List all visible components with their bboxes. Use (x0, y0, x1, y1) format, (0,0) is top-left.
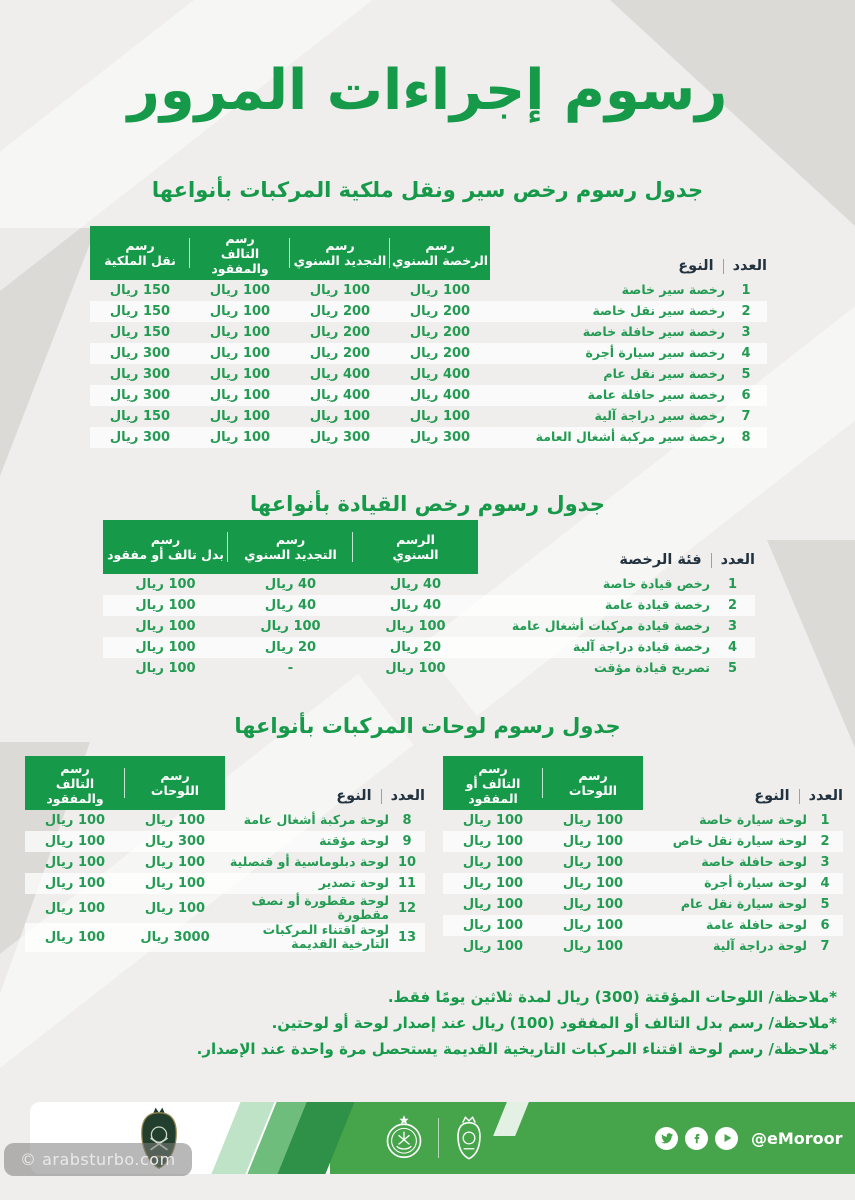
note-line: *ملاحظة/ اللوحات المؤقتة (300) ريال لمدة ثلاثين يومًا فقط. (387, 988, 837, 1006)
notes-block (18, 984, 837, 1062)
row-type: لوحة مؤقتة (319, 833, 389, 849)
row-fee: 300 ريال (109, 388, 171, 403)
table-row (103, 595, 755, 616)
row-fee: 100 ريال (209, 346, 271, 361)
row-fee: 100 ريال (385, 661, 446, 676)
row-fee: 100 ريال (209, 304, 271, 319)
fee-column-header (543, 756, 643, 810)
row-fee: 300 ريال (109, 346, 171, 361)
type-header-label: فئة الرخصة (619, 552, 702, 568)
row-fee: 100 ريال (44, 834, 106, 849)
row-number: 2 (820, 834, 830, 849)
row-type: لوحة مقطورة أو نصف مقطورة (251, 893, 389, 923)
row-fee: 150 ريال (109, 304, 171, 319)
row-fee: 300 ريال (109, 430, 171, 445)
fee-header-line2: التجديد السنوي (293, 253, 387, 268)
table-row (443, 894, 843, 915)
row-number: 11 (397, 876, 417, 891)
watermark: © arabsturbo.com (4, 1143, 192, 1176)
table-row (25, 852, 425, 873)
row-fee: 100 ريال (409, 409, 471, 424)
row-number: 4 (727, 640, 738, 655)
fee-header-line1: رسم (150, 532, 181, 547)
row-fee: 100 ريال (462, 855, 524, 870)
row-number: 13 (397, 929, 417, 945)
row-fee: 100 ريال (309, 409, 371, 424)
row-fee: 100 ريال (144, 855, 206, 870)
vehicle-table-heading: جدول رسوم رخص سير ونقل ملكية المركبات بأنواعها (151, 178, 704, 202)
row-fee: 100 ريال (260, 619, 321, 634)
table-row (90, 322, 767, 343)
table-row (103, 658, 755, 679)
row-fee: 100 ريال (44, 876, 106, 891)
fee-header-line1: رسم (60, 760, 90, 776)
row-fee: 400 ريال (409, 388, 471, 403)
table-row (103, 574, 755, 595)
row-fee: 100 ريال (44, 855, 106, 870)
note-line: *ملاحظة/ رسم بدل التالف أو المفقود (100) ريال عند إصدار لوحة أو لوحتين. (271, 1014, 837, 1032)
num-type-header (754, 788, 843, 804)
row-fee: 100 ريال (562, 813, 624, 828)
fee-header-line1: رسم (125, 238, 155, 253)
row-number: 7 (820, 939, 830, 954)
fee-header-line2: التجديد السنوي (244, 547, 337, 562)
row-fee: 200 ريال (409, 304, 471, 319)
table-row (90, 301, 767, 322)
row-type: رخصة قيادة عامة (604, 597, 710, 613)
row-fee: 100 ريال (562, 897, 624, 912)
row-fee: 200 ريال (409, 325, 471, 340)
row-fee: 100 ريال (135, 619, 196, 634)
row-fee: 100 ريال (209, 409, 271, 424)
table-row (443, 936, 843, 957)
row-fee: 3000 ريال (140, 929, 210, 945)
row-fee: 100 ريال (135, 661, 196, 676)
fee-header-line1: الرسم (396, 532, 435, 547)
twitter-icon[interactable] (655, 1127, 678, 1150)
facebook-icon[interactable] (685, 1127, 708, 1150)
fee-header-line2: التالف والمفقود (46, 775, 104, 806)
num-type-header (336, 788, 425, 804)
row-fee: 100 ريال (462, 876, 524, 891)
youtube-icon[interactable] (715, 1127, 738, 1150)
table-row (25, 831, 425, 852)
fee-column-header (228, 520, 353, 574)
public-security-emblem-icon (451, 1114, 487, 1162)
num-header-label: العدد (720, 552, 755, 568)
fee-header-line1: رسم (425, 238, 455, 253)
row-fee: 100 ريال (562, 918, 624, 933)
row-fee: 100 ريال (462, 939, 524, 954)
fee-header-line2: التالف والمفقود (211, 245, 269, 276)
row-fee: 200 ريال (309, 304, 371, 319)
row-fee: 100 ريال (44, 929, 106, 945)
row-number: 12 (397, 900, 417, 916)
plates-table-right (443, 756, 843, 957)
table-header (103, 520, 755, 574)
num-type-header (619, 552, 755, 568)
row-fee: 100 ريال (44, 900, 106, 916)
note-line: *ملاحظة/ رسم لوحة اقتناء المركبات التاريخية القديمة يستحصل مرة واحدة عند الإصدار. (196, 1040, 837, 1058)
row-type: لوحة دراجة آلية (713, 938, 807, 954)
row-fee: 300 ريال (409, 430, 471, 445)
row-type: رخصة سير سيارة أجرة (585, 345, 725, 361)
row-number: 6 (820, 918, 830, 933)
row-fee: 100 ريال (44, 813, 106, 828)
row-number: 3 (741, 325, 751, 340)
plates-table-heading: جدول رسوم لوحات المركبات بأنواعها (234, 714, 621, 738)
fee-header-bar (103, 520, 478, 574)
fee-column-header (25, 756, 125, 810)
row-type: لوحة اقتناء المركبات التارخية القديمة (262, 921, 389, 952)
fee-column-header (125, 756, 225, 810)
row-fee: 20 ريال (264, 640, 317, 655)
row-fee: 300 ريال (309, 430, 371, 445)
row-fee: - (287, 661, 294, 676)
row-fee: 200 ريال (309, 346, 371, 361)
row-type: لوحة دبلوماسية أو قنصلية (229, 854, 389, 870)
table-row (103, 616, 755, 637)
row-fee: 100 ريال (562, 939, 624, 954)
header-divider (381, 789, 382, 804)
table-row (90, 385, 767, 406)
fee-header-bar (443, 756, 643, 810)
row-fee: 100 ريال (209, 430, 271, 445)
ministry-of-interior-emblem-icon (382, 1113, 426, 1163)
header-divider (799, 789, 800, 804)
row-number: 8 (402, 813, 412, 828)
table-row (443, 852, 843, 873)
fee-column-header (290, 226, 390, 280)
row-type: رخصة سير حافلة عامة (587, 387, 725, 403)
row-number: 1 (820, 813, 830, 828)
emblem-divider (438, 1118, 439, 1158)
fee-header-line1: رسم (578, 768, 608, 783)
table-row (90, 427, 767, 448)
header-divider (723, 259, 724, 274)
row-fee: 100 ريال (209, 283, 271, 298)
fee-header-line2: اللوحات (568, 783, 618, 798)
fee-header-bar (25, 756, 225, 810)
row-type: رخصة سير نقل عام (603, 366, 725, 382)
row-number: 5 (741, 367, 751, 382)
driving-license-table (103, 520, 755, 679)
row-type: تصريح قيادة مؤقت (594, 660, 710, 676)
plates-table-left (25, 756, 425, 957)
row-fee: 300 ريال (109, 367, 171, 382)
row-fee: 400 ريال (409, 367, 471, 382)
plates-tables (25, 756, 843, 957)
row-fee: 100 ريال (462, 813, 524, 828)
fee-column-header (90, 226, 190, 280)
num-header-label: العدد (390, 788, 425, 804)
row-number: 3 (727, 619, 738, 634)
row-number: 1 (741, 283, 751, 298)
num-type-header (678, 258, 767, 274)
row-fee: 100 ريال (562, 876, 624, 891)
header-divider (711, 553, 712, 568)
row-type: لوحة سيارة نقل خاص (672, 833, 807, 849)
fee-header-line1: رسم (275, 532, 306, 547)
row-fee: 100 ريال (462, 897, 524, 912)
page-title: رسوم إجراءات المرور (127, 58, 728, 123)
row-type: لوحة سيارة نقل عام (680, 896, 807, 912)
row-fee: 100 ريال (409, 283, 471, 298)
row-fee: 150 ريال (109, 325, 171, 340)
row-number: 5 (727, 661, 738, 676)
fee-header-line1: رسم (325, 238, 355, 253)
row-fee: 100 ريال (135, 598, 196, 613)
row-number: 4 (820, 876, 830, 891)
fee-column-header (103, 520, 228, 574)
fee-column-header (353, 520, 478, 574)
table-row (443, 873, 843, 894)
row-fee: 400 ريال (309, 388, 371, 403)
table-row (25, 923, 425, 952)
row-fee: 100 ريال (562, 855, 624, 870)
num-header-label: العدد (732, 258, 767, 274)
row-fee: 100 ريال (562, 834, 624, 849)
row-fee: 100 ريال (209, 325, 271, 340)
vehicle-license-table (90, 226, 767, 448)
fee-header-line1: رسم (225, 230, 255, 246)
row-fee: 100 ريال (135, 640, 196, 655)
row-type: رخص قيادة خاصة (602, 576, 710, 592)
fee-header-line2: السنوي (392, 547, 439, 562)
row-fee: 150 ريال (109, 283, 171, 298)
row-type: رخصة قيادة دراجة آلية (572, 639, 710, 655)
row-fee: 200 ريال (409, 346, 471, 361)
row-fee: 100 ريال (462, 918, 524, 933)
fee-header-line2: الرخصة السنوي (391, 253, 489, 268)
row-type: لوحة سيارة أجرة (704, 875, 807, 891)
row-number: 2 (741, 304, 751, 319)
row-type: لوحة سيارة خاصة (699, 812, 807, 828)
row-fee: 40 ريال (389, 577, 442, 592)
fee-header-line2: بدل تالف أو مفقود (107, 547, 224, 562)
row-fee: 40 ريال (389, 598, 442, 613)
row-type: رخصة قيادة مركبات أشغال عامة (511, 618, 710, 634)
table-row (103, 637, 755, 658)
fee-header-line2: التالف أو المفقود (465, 775, 521, 806)
table-body (90, 280, 767, 448)
row-type: لوحة مركبة أشغال عامة (243, 812, 389, 828)
table-row (25, 873, 425, 894)
table-row (90, 406, 767, 427)
row-fee: 40 ريال (264, 598, 317, 613)
table-row (25, 810, 425, 831)
table-row (443, 915, 843, 936)
table-row (443, 831, 843, 852)
row-type: لوحة تصدير (318, 875, 389, 891)
table-row (90, 280, 767, 301)
fee-header-bar (90, 226, 490, 280)
table-header (90, 226, 767, 280)
row-number: 4 (741, 346, 751, 361)
social-handle: @eMoroor (751, 1128, 843, 1148)
type-header-label: النوع (336, 788, 372, 804)
row-fee: 100 ريال (144, 876, 206, 891)
fee-column-header (190, 226, 290, 280)
table-row (90, 343, 767, 364)
row-number: 2 (727, 598, 738, 613)
fee-header-line1: رسم (160, 768, 190, 783)
table-body (103, 574, 755, 679)
row-number: 1 (727, 577, 738, 592)
row-type: رخصة سير حافلة خاصة (582, 324, 725, 340)
row-number: 6 (741, 388, 751, 403)
row-fee: 100 ريال (209, 388, 271, 403)
row-fee: 100 ريال (144, 900, 206, 916)
table-row (25, 894, 425, 923)
footer-social (655, 1102, 843, 1174)
row-fee: 100 ريال (209, 367, 271, 382)
row-fee: 100 ريال (462, 834, 524, 849)
row-number: 10 (397, 855, 417, 870)
type-header-label: النوع (678, 258, 714, 274)
row-fee: 400 ريال (309, 367, 371, 382)
row-fee: 300 ريال (144, 834, 206, 849)
row-type: رخصة سير خاصة (621, 282, 725, 298)
row-type: رخصة سير مركبة أشغال العامة (535, 429, 725, 445)
fee-column-header (443, 756, 543, 810)
table-header (25, 756, 425, 810)
row-type: رخصة سير نقل خاصة (592, 303, 725, 319)
row-number: 5 (820, 897, 830, 912)
row-fee: 20 ريال (389, 640, 442, 655)
table-row (90, 364, 767, 385)
type-header-label: النوع (754, 788, 790, 804)
table-body (443, 810, 843, 957)
table-body (25, 810, 425, 952)
fee-column-header (390, 226, 490, 280)
num-header-label: العدد (808, 788, 843, 804)
row-type: لوحة حافلة عامة (706, 917, 807, 933)
row-fee: 150 ريال (109, 409, 171, 424)
row-fee: 100 ريال (135, 577, 196, 592)
fee-header-line2: نقل الملكية (104, 253, 176, 268)
footer-emblems (382, 1102, 487, 1174)
row-type: لوحة حافلة خاصة (701, 854, 807, 870)
row-number: 9 (402, 834, 412, 849)
table-row (443, 810, 843, 831)
row-fee: 100 ريال (385, 619, 446, 634)
row-fee: 40 ريال (264, 577, 317, 592)
row-fee: 200 ريال (309, 325, 371, 340)
row-fee: 100 ريال (309, 283, 371, 298)
row-number: 8 (741, 430, 751, 445)
row-type: رخصة سير دراجة آلية (594, 408, 725, 424)
row-fee: 100 ريال (144, 813, 206, 828)
fee-header-line1: رسم (478, 760, 508, 776)
row-number: 7 (741, 409, 751, 424)
table-header (443, 756, 843, 810)
row-number: 3 (820, 855, 830, 870)
fee-header-line2: اللوحات (150, 783, 200, 798)
driving-table-heading: جدول رسوم رخص القيادة بأنواعها (250, 492, 605, 516)
